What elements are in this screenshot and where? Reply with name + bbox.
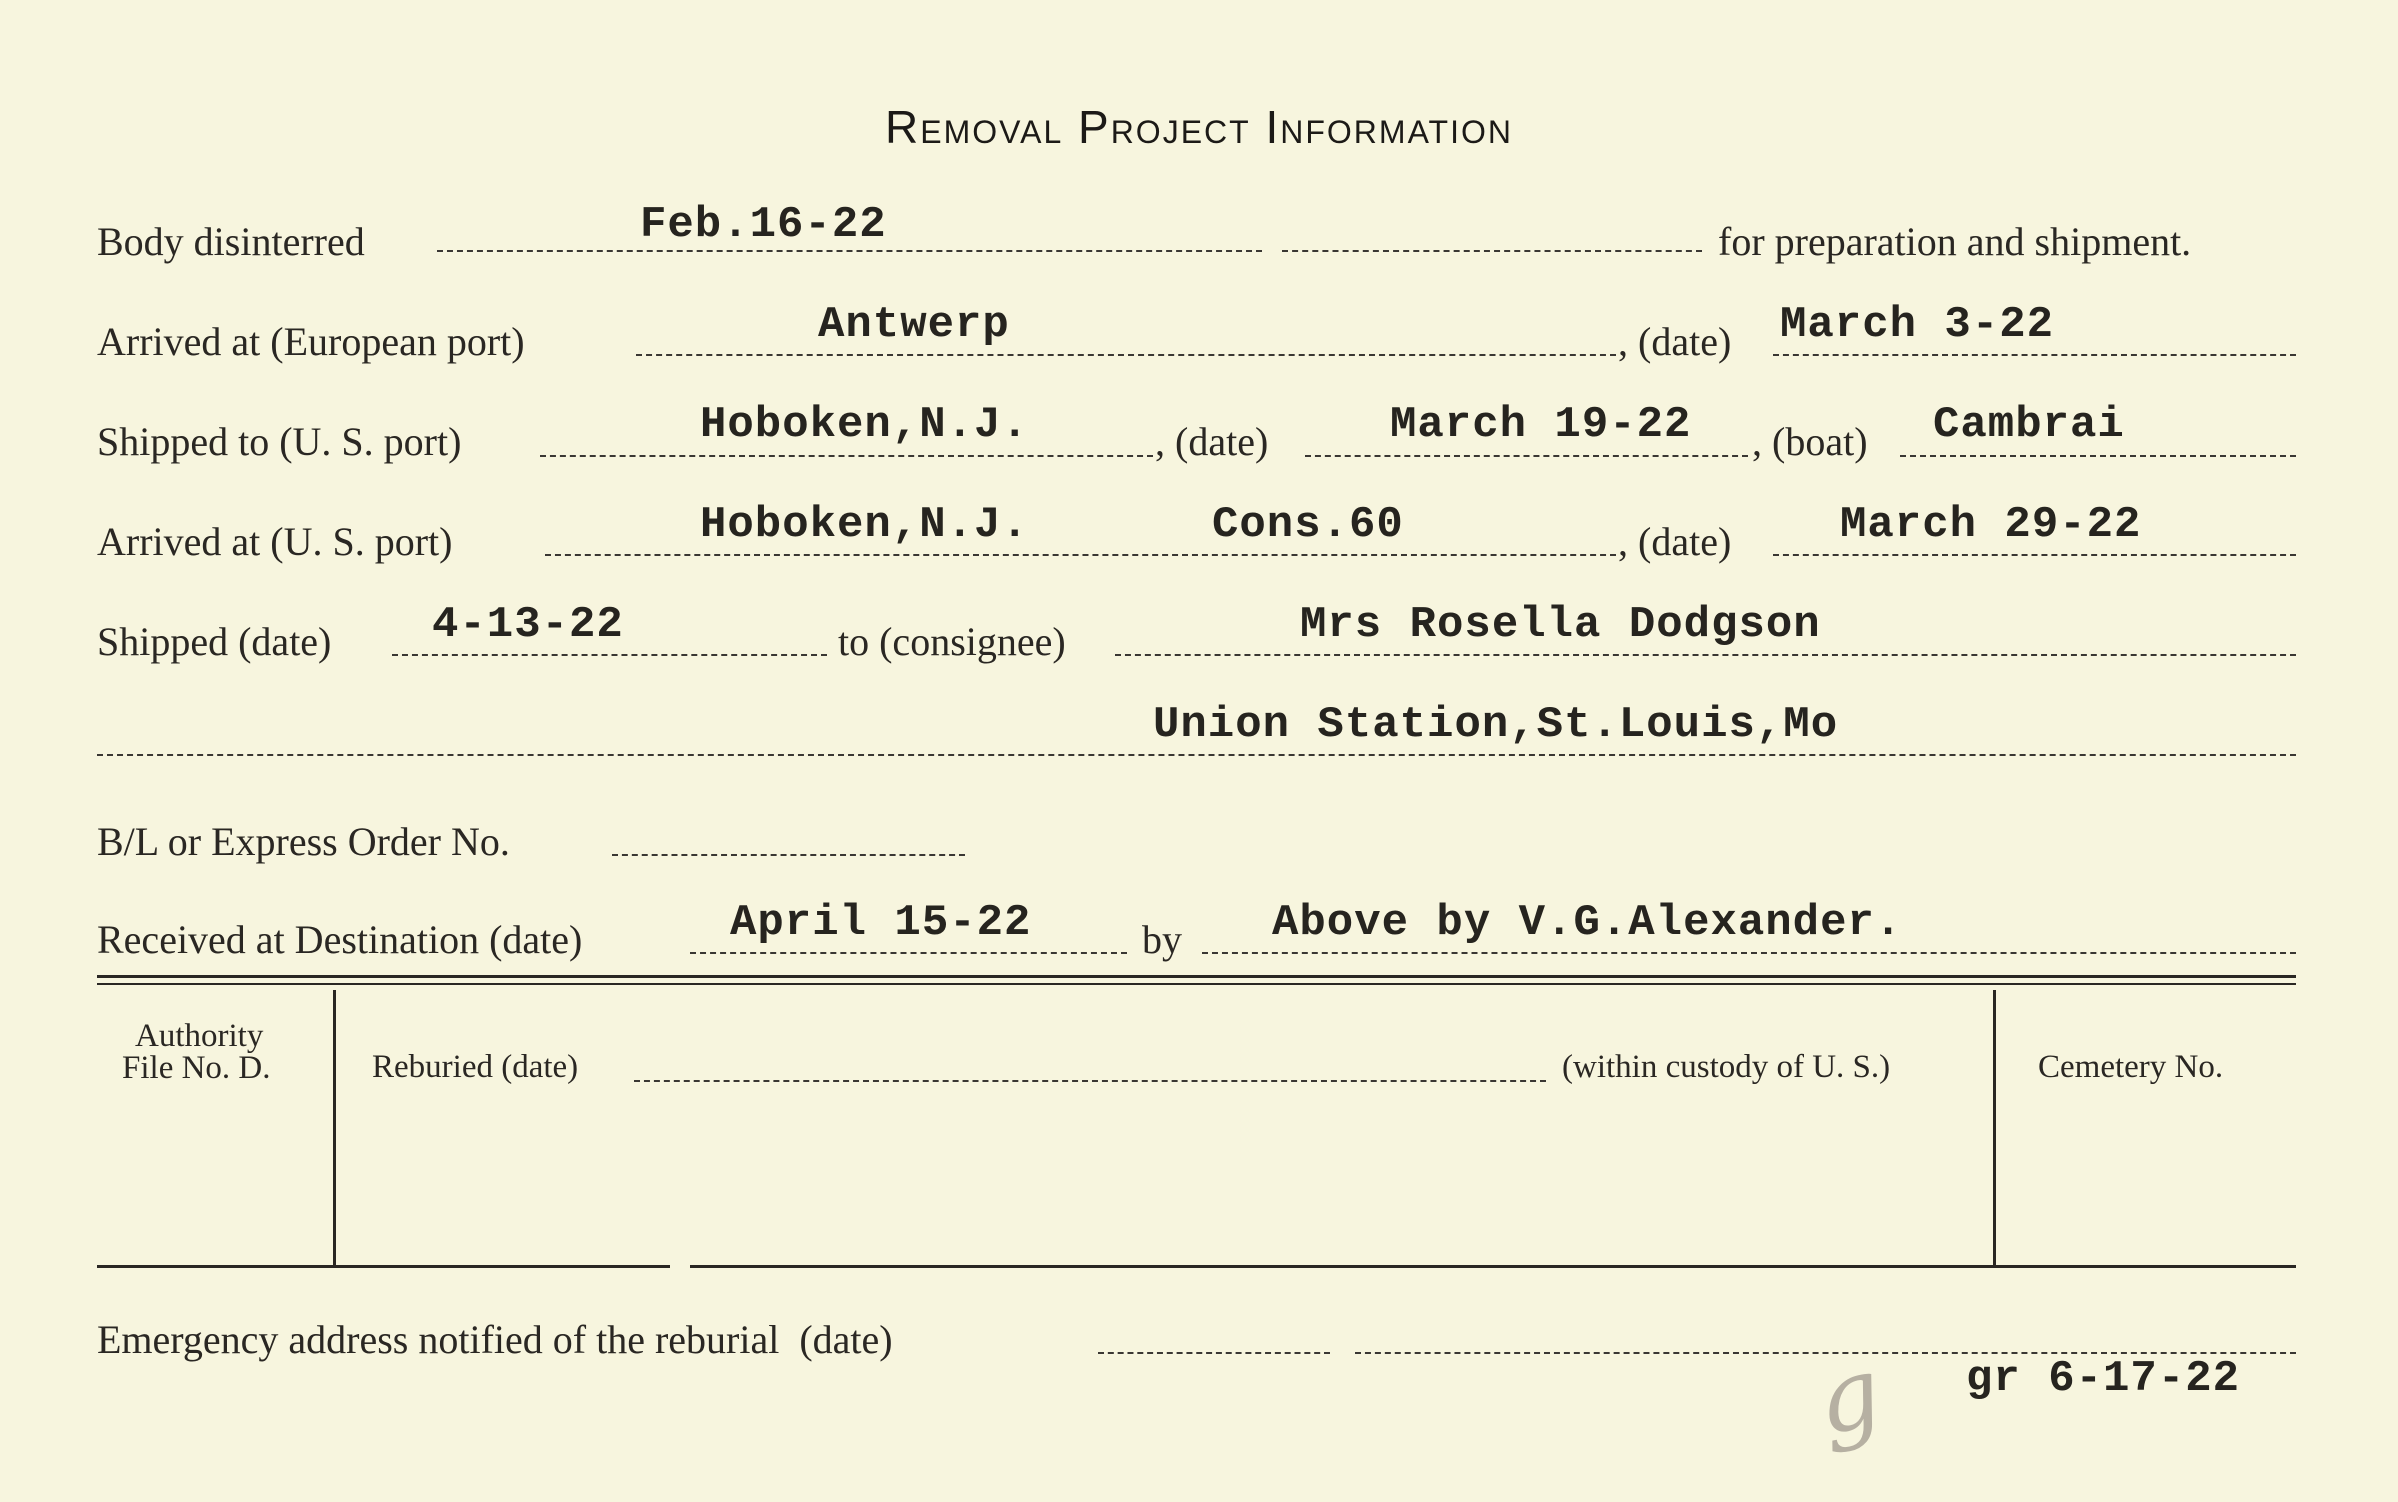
table-bottom-rule-left bbox=[97, 1265, 670, 1268]
arrived-european-date-line bbox=[1773, 354, 2296, 356]
table-divider-right bbox=[1993, 990, 1996, 1265]
shipped-us-date-label: , (date) bbox=[1155, 419, 1269, 464]
body-disinterred-label: Body disinterred bbox=[97, 219, 365, 264]
authority-label-line1: Authority bbox=[135, 1018, 264, 1054]
arrived-us-date-line bbox=[1773, 554, 2296, 556]
shipped-us-boat: Cambrai bbox=[1933, 400, 2125, 450]
reburied-label: Reburied (date) bbox=[372, 1049, 579, 1085]
pencil-mark: g bbox=[1807, 1334, 1891, 1458]
consignee-address: Union Station,St.Louis,Mo bbox=[1153, 700, 1839, 750]
bl-line bbox=[612, 854, 965, 856]
received-line bbox=[690, 952, 1127, 954]
shipped-us-date: March 19-22 bbox=[1390, 400, 1692, 450]
shipped-date-line bbox=[392, 654, 827, 656]
shipped-us-boat-line bbox=[1900, 455, 2296, 457]
cemetery-label: Cemetery No. bbox=[2038, 1049, 2224, 1085]
body-disinterred-value: Feb.16-22 bbox=[640, 200, 887, 250]
shipped-us-boat-label: , (boat) bbox=[1752, 419, 1868, 464]
received-by-line bbox=[1202, 952, 2296, 954]
arrived-european-label: Arrived at (European port) bbox=[97, 319, 525, 364]
reburied-line bbox=[634, 1080, 1546, 1082]
emergency-value: gr 6-17-22 bbox=[1966, 1354, 2241, 1404]
shipped-us-line bbox=[540, 455, 1153, 457]
card-title: Removal Project Information bbox=[885, 101, 1513, 153]
arrived-us-label: Arrived at (U. S. port) bbox=[97, 519, 453, 564]
received-value: April 15-22 bbox=[730, 898, 1032, 948]
arrived-us-date: March 29-22 bbox=[1840, 500, 2142, 550]
consignee-label: to (consignee) bbox=[838, 619, 1066, 664]
arrived-us-extra: Cons.60 bbox=[1212, 500, 1404, 550]
bl-label: B/L or Express Order No. bbox=[97, 819, 510, 864]
table-top-rule bbox=[97, 975, 2296, 978]
consignee-line bbox=[1115, 654, 2296, 656]
received-label: Received at Destination (date) bbox=[97, 917, 583, 962]
arrived-us-line bbox=[545, 554, 1616, 556]
table-top-rule-2 bbox=[97, 983, 2296, 985]
shipped-us-date-line bbox=[1305, 455, 1748, 457]
custody-label: (within custody of U. S.) bbox=[1562, 1049, 1891, 1085]
body-disinterred-suffix: for preparation and shipment. bbox=[1718, 219, 2192, 264]
shipped-us-value: Hoboken,N.J. bbox=[700, 400, 1029, 450]
shipped-date-value: 4-13-22 bbox=[432, 600, 624, 650]
authority-label-line2: File No. D. bbox=[122, 1050, 271, 1086]
arrived-european-value: Antwerp bbox=[818, 300, 1010, 350]
arrived-european-date: March 3-22 bbox=[1780, 300, 2055, 350]
consignee-value: Mrs Rosella Dodgson bbox=[1300, 600, 1821, 650]
address-line bbox=[97, 754, 2296, 756]
body-disinterred-line-2 bbox=[1282, 250, 1702, 252]
arrived-european-date-label: , (date) bbox=[1618, 319, 1732, 364]
emergency-label: Emergency address notified of the reburial (date) bbox=[97, 1317, 893, 1362]
shipped-date-label: Shipped (date) bbox=[97, 619, 332, 664]
arrived-us-date-label: , (date) bbox=[1618, 519, 1732, 564]
table-divider-left bbox=[333, 990, 336, 1265]
shipped-us-label: Shipped to (U. S. port) bbox=[97, 419, 462, 464]
body-disinterred-line bbox=[437, 250, 1262, 252]
arrived-us-value: Hoboken,N.J. bbox=[700, 500, 1029, 550]
arrived-european-line bbox=[636, 354, 1616, 356]
table-bottom-rule-right bbox=[690, 1265, 2296, 1268]
received-by-label: by bbox=[1142, 917, 1182, 962]
emergency-line bbox=[1098, 1352, 1330, 1354]
received-by-value: Above by V.G.Alexander. bbox=[1272, 898, 1903, 948]
